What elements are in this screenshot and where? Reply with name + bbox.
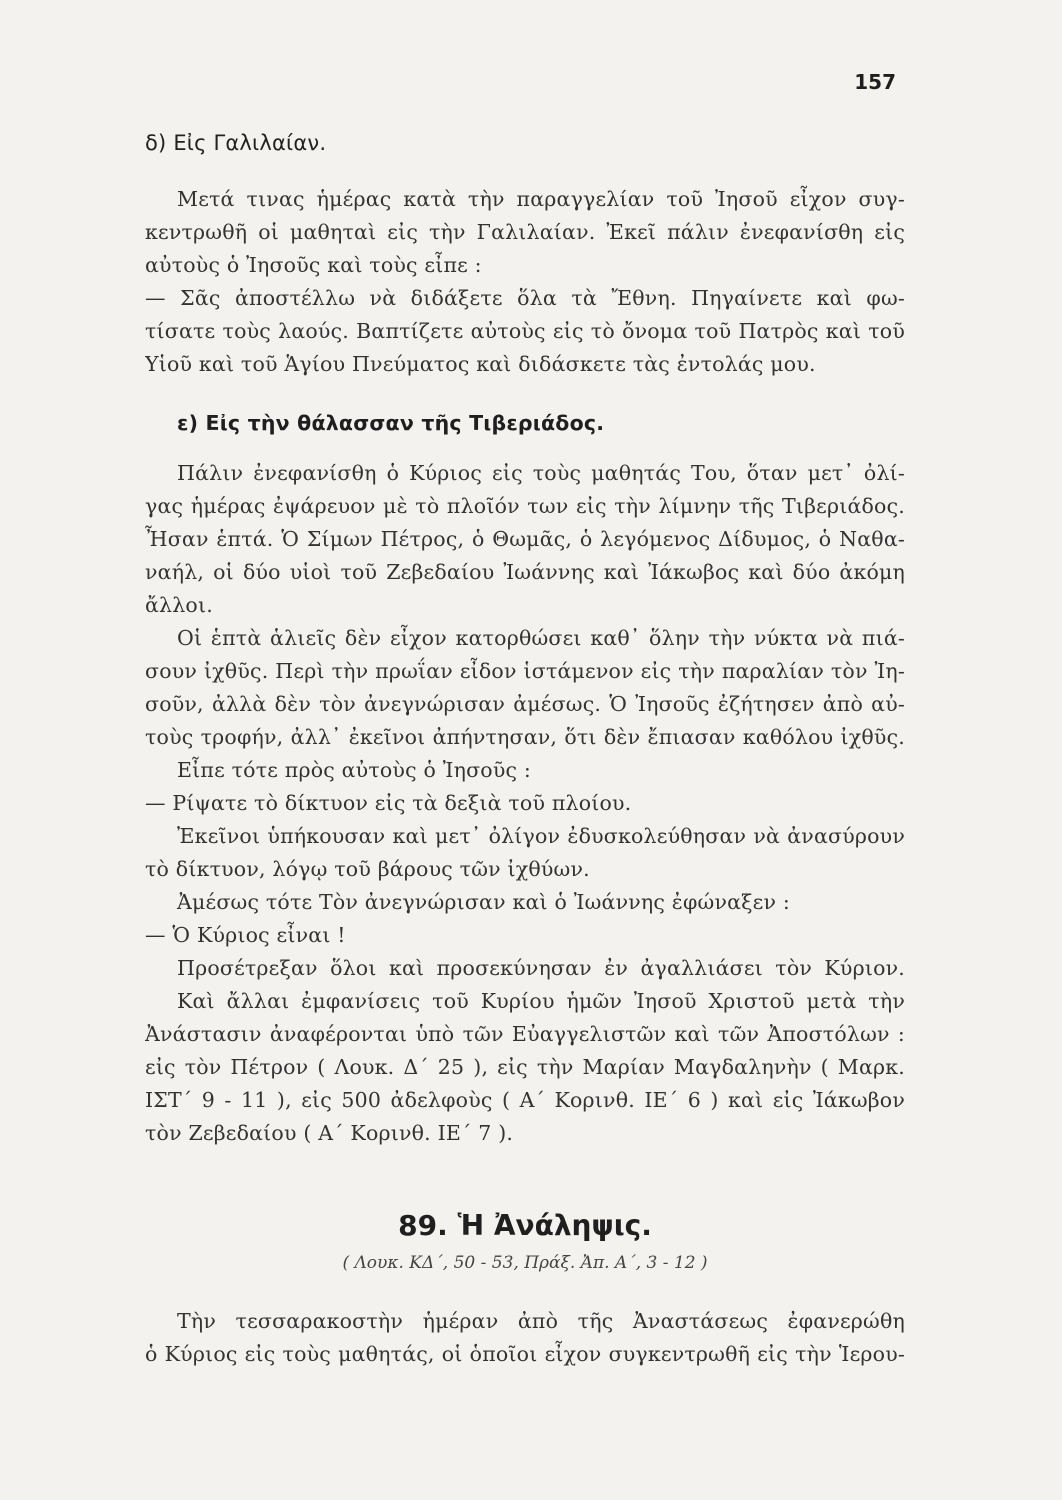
text-line: σοῦν, ἀλλὰ δὲν τὸν ἀνεγνώρισαν ἀμέσως. Ὁ Ἰησοῦς ἐζήτησεν ἀπὸ αὐ- — [145, 692, 905, 716]
section-reference: ( Λουκ. ΚΔ΄, 50 - 53, Πράξ. Ἀπ. Α΄, 3 - 12 ) — [342, 1253, 708, 1273]
text-line: Ἐκεῖνοι ὑπήκουσαν καὶ μετ᾽ ὀλίγον ἐδυσκολεύθησαν νὰ ἀνασύρουν — [177, 824, 905, 848]
text-line: εἰς τὸν Πέτρον ( Λουκ. Δ΄ 25 ), εἰς τὴν Μαρίαν Μαγδαληνὴν ( Μαρκ. — [145, 1055, 905, 1079]
paragraph-tiberias — [145, 457, 905, 1150]
text-line: ἄλλοι. — [145, 593, 213, 617]
text-line: Ἀμέσως τότε Τὸν ἀνεγνώρισαν καὶ ὁ Ἰωάννης ἐφώναξεν : — [177, 890, 790, 914]
text-line: Ἀνάστασιν ἀναφέρονται ὑπὸ τῶν Εὐαγγελιστῶν καὶ τῶν Ἀποστόλων : — [145, 1022, 905, 1046]
text-line: ναήλ, οἱ δύο υἱοὶ τοῦ Ζεβεδαίου Ἰωάννης καὶ Ἰάκωβος καὶ δύο ἀκόμη — [145, 560, 905, 584]
heading-tiberias: ε) Εἰς τὴν θάλασσαν τῆς Τιβεριάδος. — [177, 411, 605, 435]
text-line: Προσέτρεξαν ὅλοι καὶ προσεκύνησαν ἐν ἀγαλλιάσει τὸν Κύριον. — [177, 956, 905, 980]
text-line: ΙΣΤ΄ 9 - 11 ), εἰς 500 ἀδελφοὺς ( Α΄ Κορινθ. ΙΕ΄ 6 ) καὶ εἰς Ἰάκωβον — [145, 1088, 905, 1112]
text-line: Μετά τινας ἡμέρας κατὰ τὴν παραγγελίαν τοῦ Ἰησοῦ εἶχον συγ- — [177, 187, 905, 211]
paragraph-ascension — [145, 1305, 905, 1371]
heading-galilee-block — [145, 127, 905, 160]
page-number: 157 — [854, 70, 896, 94]
text-line: Τὴν τεσσαρακοστὴν ἡμέραν ἀπὸ τῆς Ἀναστάσεως ἐφανερώθη — [177, 1309, 905, 1333]
paragraph-galilee — [145, 183, 905, 381]
text-line: Ἦσαν ἑπτά. Ὁ Σίμων Πέτρος, ὁ Θωμᾶς, ὁ λεγόμενος Δίδυμος, ὁ Ναθα- — [145, 527, 905, 551]
text-line: Καὶ ἄλλαι ἐμφανίσεις τοῦ Κυρίου ἡμῶν Ἰησοῦ Χριστοῦ μετὰ τὴν — [177, 989, 905, 1013]
text-line: τὸν Ζεβεδαίου ( Α΄ Κορινθ. ΙΕ΄ 7 ). — [145, 1121, 514, 1145]
text-line: αὐτοὺς ὁ Ἰησοῦς καὶ τοὺς εἶπε : — [145, 253, 482, 277]
heading-tiberias-block — [145, 407, 905, 440]
text-line: γας ἡμέρας ἐψάρευον μὲ τὸ πλοῖόν των εἰς τὴν λίμνην τῆς Τιβεριάδος. — [145, 494, 905, 518]
text-line: ὁ Κύριος εἰς τοὺς μαθητάς, οἱ ὁποῖοι εἶχον συγκεντρωθῆ εἰς τὴν Ἱερου- — [145, 1342, 905, 1366]
text-line: — Σᾶς ἀποστέλλω νὰ διδάξετε ὅλα τὰ Ἔθνη. Πηγαίνετε καὶ φω- — [145, 286, 905, 310]
text-line: τοὺς τροφήν, ἀλλ᾽ ἐκεῖνοι ἀπήντησαν, ὅτι δὲν ἔπιασαν καθόλου ἰχθῦς. — [145, 725, 905, 749]
text-line: Οἱ ἑπτὰ ἁλιεῖς δὲν εἶχον κατορθώσει καθ᾽ ὅλην τὴν νύκτα νὰ πιά- — [177, 626, 905, 650]
text-line: — Ρίψατε τὸ δίκτυον εἰς τὰ δεξιὰ τοῦ πλοίου. — [145, 791, 632, 815]
heading-galilee: δ) Εἰς Γαλιλαίαν. — [145, 131, 327, 155]
section-title: 89. Ἡ Ἀνάληψις. — [398, 1209, 652, 1242]
text-line: σουν ἰχθῦς. Περὶ τὴν πρωΐαν εἶδον ἱστάμενον εἰς τὴν παραλίαν τὸν Ἰη- — [145, 659, 905, 683]
text-line: — Ὁ Κύριος εἶναι ! — [145, 923, 346, 947]
text-line: τίσατε τοὺς λαούς. Βαπτίζετε αὐτοὺς εἰς τὸ ὄνομα τοῦ Πατρὸς καὶ τοῦ — [145, 319, 905, 343]
text-line: κεντρωθῆ οἱ μαθηταὶ εἰς τὴν Γαλιλαίαν. Ἐκεῖ πάλιν ἐνεφανίσθη εἰς — [145, 220, 905, 244]
text-line: τὸ δίκτυον, λόγῳ τοῦ βάρους τῶν ἰχθύων. — [145, 857, 590, 881]
text-line: Πάλιν ἐνεφανίσθη ὁ Κύριος εἰς τοὺς μαθητάς Του, ὅταν μετ᾽ ὀλί- — [177, 461, 905, 485]
text-line: Υἱοῦ καὶ τοῦ Ἁγίου Πνεύματος καὶ διδάσκετε τὰς ἐντολάς μου. — [145, 352, 816, 376]
text-line: Εἶπε τότε πρὸς αὐτοὺς ὁ Ἰησοῦς : — [177, 758, 532, 782]
